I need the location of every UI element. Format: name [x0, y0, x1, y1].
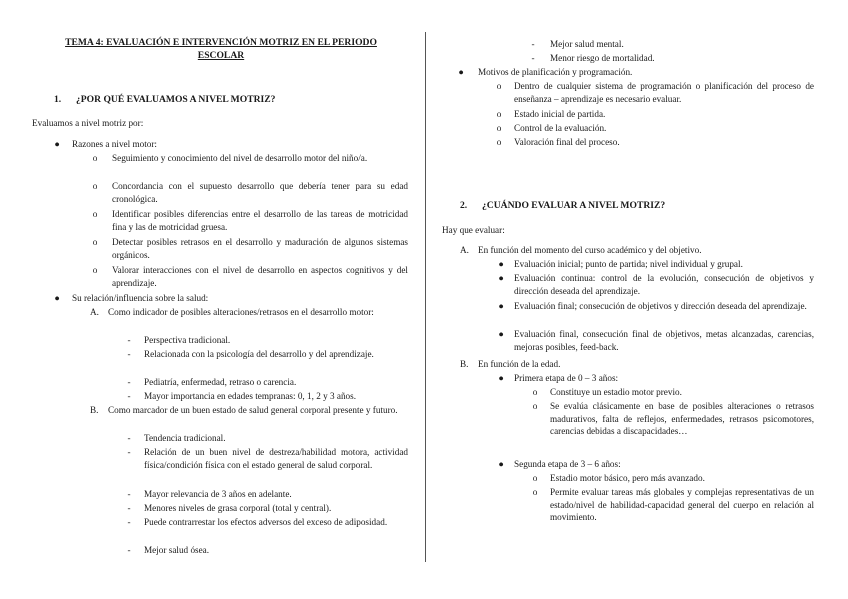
- bullet-disc-icon: ●: [498, 329, 504, 339]
- stage-item: Constituye un estadio motor previo.: [550, 387, 682, 397]
- dash-item: Tendencia tradicional.: [144, 433, 226, 443]
- circle-bullet-icon: o: [532, 487, 538, 497]
- dash-bullet-icon: -: [127, 545, 131, 555]
- dash-item: Pediatría, enfermedad, retraso o carencia.: [144, 377, 297, 387]
- circle-bullet-icon: o: [496, 109, 502, 119]
- circle-bullet-icon: o: [532, 387, 538, 397]
- page-title: TEMA 4: EVALUACIÓN E INTERVENCIÓN MOTRIZ EN EL PERIODO ESCOLAR: [65, 37, 377, 61]
- column-divider: [425, 32, 426, 562]
- item-a-letter: A.: [90, 307, 99, 317]
- reason-item: Seguimiento y conocimiento del nivel de desarrollo motor del niño/a.: [112, 153, 368, 163]
- dash-item: Relacionada con la psicología del desarrollo y del aprendizaje.: [144, 349, 374, 359]
- dash-bullet-icon: -: [127, 349, 131, 359]
- intro-text-2: Hay que evaluar:: [442, 225, 505, 235]
- dash-bullet-icon: -: [127, 503, 131, 513]
- item-a-text: En función del momento del curso académico y del objetivo.: [478, 245, 702, 255]
- circle-bullet-icon: o: [92, 153, 98, 163]
- reason-item: Concordancia con el supuesto desarrollo que debería tener para su edad cronológica.: [112, 181, 408, 204]
- bullet-disc-icon: ●: [498, 259, 504, 269]
- dash-bullet-icon: -: [127, 433, 131, 443]
- circle-bullet-icon: o: [532, 473, 538, 483]
- circle-bullet-icon: o: [496, 137, 502, 147]
- intro-text: Evaluamos a nivel motriz por:: [32, 118, 144, 128]
- reason-item: Detectar posibles retrasos en el desarrollo y maduración de algunos sistemas orgánicos.: [112, 237, 408, 260]
- section-2-number: 2.: [460, 200, 468, 211]
- eval-item: Evaluación final; consecución de objetivos y dirección deseada del aprendizaje.: [514, 301, 807, 311]
- circle-bullet-icon: o: [92, 181, 98, 191]
- dash-item: Mayor importancia en edades tempranas: 0, 1, 2 y 3 años.: [144, 391, 357, 401]
- bullet-disc-icon: ●: [54, 139, 60, 149]
- bullet-disc-icon: ●: [498, 273, 504, 283]
- dash-bullet-icon: -: [127, 391, 131, 401]
- section-1-number: 1.: [54, 94, 62, 105]
- eval-item: Evaluación inicial; punto de partida; nivel individual y grupal.: [514, 259, 743, 269]
- bullet-disc-icon: ●: [54, 293, 60, 303]
- bullet-disc-icon: ●: [498, 373, 504, 383]
- item-a-text: Como indicador de posibles alteraciones/retrasos en el desarrollo motor:: [108, 307, 374, 317]
- dash-item: Mejor salud mental.: [550, 39, 624, 49]
- stage-2-label: Segunda etapa de 3 – 6 años:: [514, 459, 621, 469]
- section-1-heading: [54, 94, 410, 107]
- dash-bullet-icon: -: [531, 39, 535, 49]
- circle-bullet-icon: o: [532, 401, 538, 411]
- stage-item: Permite evaluar tareas más globales y complejas representativas de un estado/nivel de habilidad-capacidad general del cuerpo en relación al movimiento.: [550, 487, 814, 523]
- bullet-disc-icon: ●: [498, 459, 504, 469]
- circle-bullet-icon: o: [496, 123, 502, 133]
- dash-item: Menores niveles de grasa corporal (total y central).: [144, 503, 332, 513]
- dash-item: Mayor relevancia de 3 años en adelante.: [144, 489, 292, 499]
- item-a-letter: A.: [460, 245, 469, 255]
- stage-item: Se evalúa clásicamente en base de posibles alteraciones o retrasos madurativos, falta de reflejos, enfermedades, retrasos psicomotores, carencias debidas a discapacidades…: [550, 401, 814, 437]
- bullet-motor-reasons: Razones a nivel motor:: [72, 139, 157, 149]
- bullet-disc-icon: ●: [458, 67, 464, 77]
- bullet-planning: Motivos de planificación y programación.: [478, 67, 633, 77]
- plan-item: Control de la evaluación.: [514, 123, 607, 133]
- reason-item: Valorar interacciones con el nivel de desarrollo en aspectos cognitivos y del aprendizaje.: [112, 265, 408, 288]
- stage-1-label: Primera etapa de 0 – 3 años:: [514, 373, 619, 383]
- circle-bullet-icon: o: [92, 209, 98, 219]
- dash-item: Menor riesgo de mortalidad.: [550, 53, 655, 63]
- section-1-title: ¿POR QUÉ EVALUAMOS A NIVEL MOTRIZ?: [76, 94, 276, 105]
- plan-item: Estado inicial de partida.: [514, 109, 606, 119]
- item-b-text: Como marcador de un buen estado de salud general corporal presente y futuro.: [108, 405, 398, 415]
- stage-item: Estadio motor básico, pero más avanzado.: [550, 473, 705, 483]
- eval-item: Evaluación final, consecución final de objetivos, metas alcanzadas, carencias, mejoras posibles, feed-back.: [514, 329, 814, 352]
- item-b-letter: B.: [460, 359, 469, 369]
- dash-item: Relación de un buen nivel de destreza/habilidad motora, actividad física/condición física con el estado general de salud corporal.: [144, 447, 408, 470]
- dash-bullet-icon: -: [531, 53, 535, 63]
- bullet-disc-icon: ●: [498, 301, 504, 311]
- dash-bullet-icon: -: [127, 489, 131, 499]
- dash-bullet-icon: -: [127, 447, 131, 457]
- item-b-text: En función de la edad.: [478, 359, 561, 369]
- circle-bullet-icon: o: [92, 237, 98, 247]
- dash-item: Puede contrarrestar los efectos adversos del exceso de adiposidad.: [144, 517, 388, 527]
- section-2-heading: [460, 200, 820, 213]
- plan-item: Valoración final del proceso.: [514, 137, 620, 147]
- bullet-health: Su relación/influencia sobre la salud:: [72, 293, 209, 303]
- dash-bullet-icon: -: [127, 517, 131, 527]
- plan-item: Dentro de cualquier sistema de programación o planificación del proceso de enseñanza – aprendizaje es necesario evaluar.: [514, 81, 814, 104]
- item-b-letter: B.: [90, 405, 99, 415]
- dash-bullet-icon: -: [127, 335, 131, 345]
- circle-bullet-icon: o: [496, 81, 502, 91]
- eval-item: Evaluación continua: control de la evolución, consecución de objetivos y dirección deseada del aprendizaje.: [514, 273, 814, 296]
- dash-item: Mejor salud ósea.: [144, 545, 210, 555]
- dash-bullet-icon: -: [127, 377, 131, 387]
- reason-item: Identificar posibles diferencias entre el desarrollo de las tareas de motricidad fina y las de motricidad gruesa.: [112, 209, 408, 232]
- circle-bullet-icon: o: [92, 265, 98, 275]
- section-2-title: ¿CUÁNDO EVALUAR A NIVEL MOTRIZ?: [482, 200, 666, 211]
- dash-item: Perspectiva tradicional.: [144, 335, 231, 345]
